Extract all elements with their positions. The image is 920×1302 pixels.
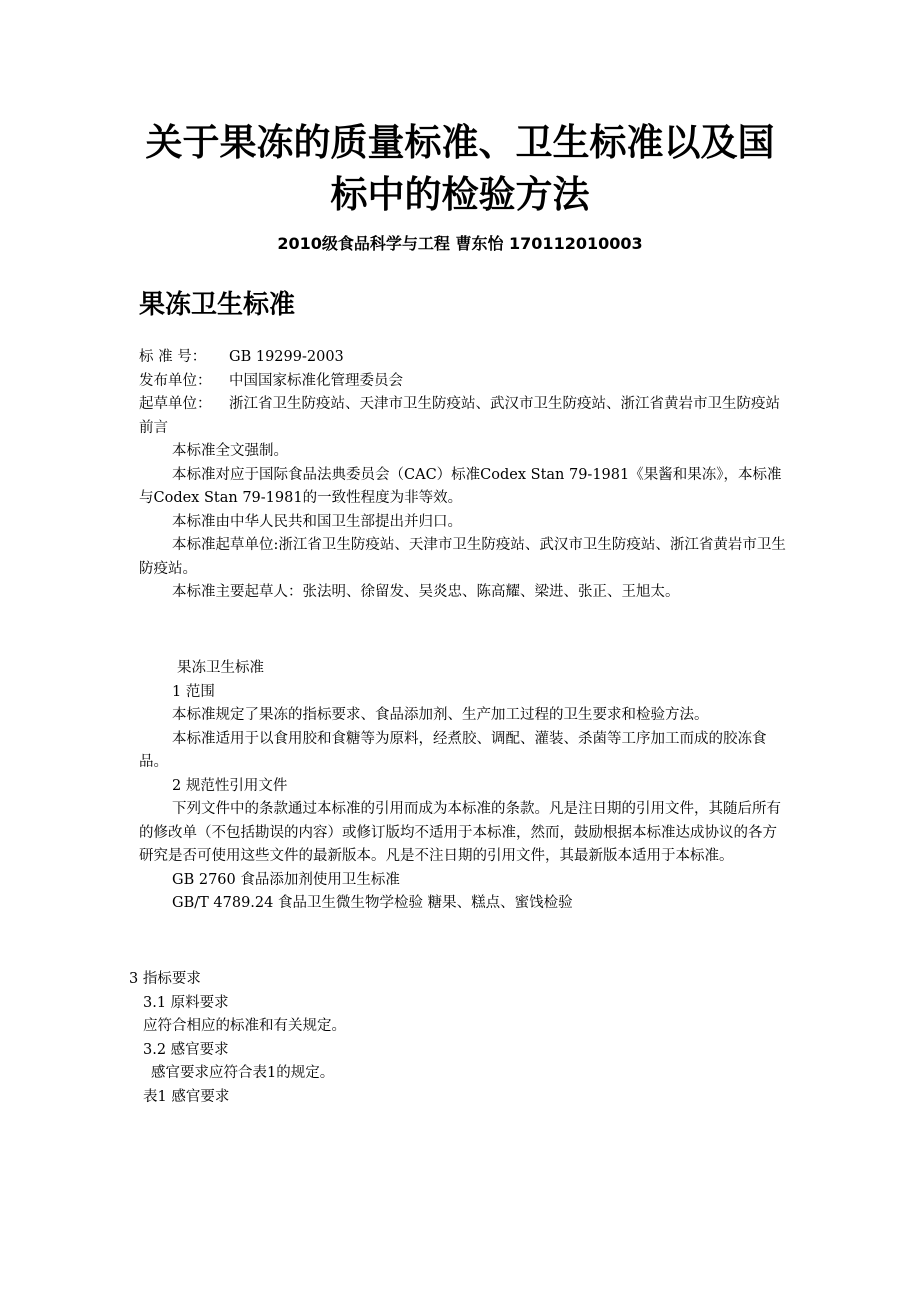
table-caption: 表1 感官要求 [143,1088,230,1105]
document-title [60,116,860,220]
body-paragraph: 下列文件中的条款通过本标准的引用而成为本标准的条款。凡是注日期的引用文件，其随后所有的修改单（不包括勘误的内容）或修订版均不适用于本标准，然而，鼓励根据本标准达成协议的各方研究是否可使用这些文件的最新版本。凡是不注日期的引用文件，其最新版本适用于本标准。 [139,801,781,864]
standard-title: 果冻卫生标准 [177,660,264,676]
preface-paragraph: 本标准对应于国际食品法典委员会（CAC）标准Codex Stan 79-1981《果酱和果冻》，本标准与Codex Stan 79-1981的一致性程度为非等效。 [139,466,782,506]
requirements-section [129,968,777,1109]
section-2-heading: 2 规范性引用文件 [172,777,288,794]
preface-paragraph: 本标准主要起草人：张法明、徐留发、吴炎忠、陈高耀、梁进、张正、王旭太。 [172,584,680,600]
reference-item: GB/T 4789.24 食品卫生微生物学检验 糖果、糕点、蜜饯检验 [172,895,573,911]
preface-paragraph: 本标准全文强制。 [172,443,288,459]
meta-drafter-row [139,393,787,417]
preface-paragraph: 本标准由中华人民共和国卫生部提出并归口。 [172,513,462,530]
section-3-heading: 3 指标要求 [129,971,201,987]
body-paragraph: 本标准规定了果冻的指标要求、食品添加剂、生产加工过程的卫生要求和检验方法。 [172,707,709,723]
meta-value: 中国国家标准化管理委员会 [229,372,403,389]
section-heading: 果冻卫生标准 [139,290,296,320]
meta-label: 起草单位： [139,396,212,412]
body-paragraph: 本标准适用于以食用胶和食糖等为原料，经煮胶、调配、灌装、杀菌等工序加工而成的胶冻食品。 [139,730,767,770]
standard-meta [139,346,787,605]
section-3-2-heading: 3.2 感官要求 [143,1041,229,1058]
meta-value: GB 19299-2003 [229,349,344,365]
meta-standard-row [139,346,787,370]
meta-label: 发布单位： [139,372,212,389]
reference-item: GB 2760 食品添加剂使用卫生标准 [172,871,400,888]
author-line: 2010级食品科学与工程 曹东怡 170112010003 [277,234,643,253]
preface-paragraph: 本标准起草单位:浙江省卫生防疫站、天津市卫生防疫站、武汉市卫生防疫站、浙江省黄岩市卫生防疫站。 [139,537,786,577]
body-paragraph: 应符合相应的标准和有关规定。 [143,1018,346,1034]
meta-publisher-row [139,370,787,394]
meta-label: 标 准 号： [139,349,207,365]
section-3-1-heading: 3.1 原料要求 [143,994,229,1011]
body-paragraph: 感官要求应符合表1的规定。 [151,1065,335,1081]
standard-body [139,657,787,916]
meta-value: 浙江省卫生防疫站、天津市卫生防疫站、武汉市卫生防疫站、浙江省黄岩市卫生防疫站 [229,396,780,412]
title-line-2: 标中的检验方法 [330,172,590,216]
section-1-heading: 1 范围 [172,683,215,700]
preface-heading: 前言 [139,419,168,436]
title-line-1: 关于果冻的质量标准、卫生标准以及国 [145,120,775,164]
